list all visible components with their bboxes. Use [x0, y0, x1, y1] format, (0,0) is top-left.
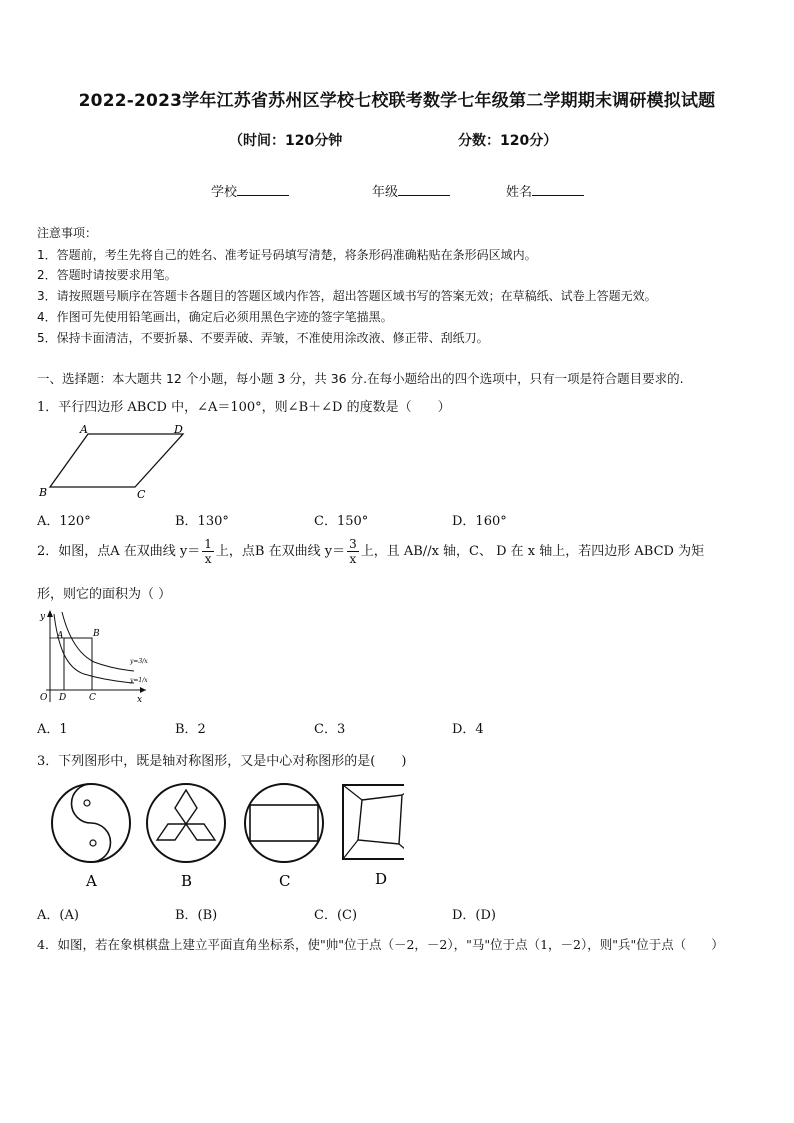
school-blank: [237, 184, 289, 196]
school-label: 学校: [211, 185, 238, 200]
frac1-denominator: x: [204, 552, 212, 566]
exam-title: 2022-2023学年江苏省苏州区学校七校联考数学七年级第二学期期末调研模拟试题: [78, 91, 716, 111]
fraction-3-over-x: [347, 537, 359, 566]
section-heading: 一、选择题：本大题共 12 个小题，每小题 3 分，共 36 分.在每小题给出的四个选项中，只有一项是符合题目要求的.: [37, 371, 684, 386]
three-rhombus-figure: [147, 784, 225, 862]
notice-item: 5．保持卡面清洁，不要折暴、不要弄破、弄皱，不准使用涂改液、修正带、刮纸刀。: [37, 331, 489, 345]
q3-option-b[interactable]: B．(B): [175, 908, 218, 923]
question-2-line-2: 形，则它的面积为（ ）: [37, 587, 172, 602]
exam-score: 分数：120分）: [458, 133, 558, 149]
frac1-numerator: 1: [204, 537, 212, 551]
q1-option-c[interactable]: C．150°: [314, 514, 369, 529]
q2-option-c[interactable]: C．3: [314, 722, 346, 737]
q1-option-a[interactable]: A．120°: [37, 514, 91, 529]
notice-item: 1．答题前，考生先将自己的姓名、准考证号码填写清楚，将条形码准确粘贴在条形码区域内。: [37, 248, 537, 262]
question-1: 1．平行四边形 ABCD 中，∠A＝100°，则∠B＋∠D 的度数是（ ）: [37, 400, 451, 415]
label-a: A: [57, 631, 64, 641]
y-axis-arrow: [47, 610, 53, 617]
rectangle-abcd: [64, 638, 92, 690]
figure-label-c: C: [279, 872, 291, 890]
q2-text-a: 2．如图，点A 在双曲线 y＝: [37, 544, 201, 559]
figure-label-a: A: [86, 872, 97, 890]
notice-heading: 注意事项：: [37, 226, 98, 240]
question-4: 4．如图，若在象棋棋盘上建立平面直角坐标系，使"帅"位于点（－2，－2），"马"位于点（1，－2），则"兵"位于点（ ）: [37, 937, 724, 952]
vertex-label-b: B: [39, 486, 48, 499]
notice-item: 4．作图可先使用铅笔画出，确定后必须用黑色字迹的签字笔描黑。: [37, 310, 393, 324]
question-2-line-1: [37, 537, 704, 566]
vertex-label-a: A: [80, 423, 88, 436]
x-axis-arrow: [140, 687, 146, 693]
name-blank: [532, 184, 584, 196]
q3-option-a[interactable]: A．(A): [37, 908, 79, 923]
q3-option-c[interactable]: C．(C): [314, 908, 358, 923]
q2-text-c: 上，且 AB//x 轴，C、 D 在 x 轴上，若四边形 ABCD 为矩: [360, 544, 705, 559]
label-origin: O: [40, 693, 48, 703]
vertex-label-c: C: [137, 488, 146, 501]
school-field: [211, 181, 289, 200]
label-curve-1: y=1/x: [130, 677, 148, 684]
label-c: C: [89, 693, 96, 703]
label-y: y: [40, 612, 46, 622]
label-b: B: [93, 629, 100, 639]
label-d: D: [59, 693, 67, 703]
q2-option-b[interactable]: B．2: [175, 722, 206, 737]
grade-field: [372, 181, 450, 200]
name-label: 姓名: [506, 185, 533, 200]
label-x: x: [137, 695, 143, 705]
notice-item: 2．答题时请按要求用笔。: [37, 268, 177, 282]
parallelogram-figure: [36, 420, 196, 502]
frac2-denominator: x: [349, 552, 357, 566]
pinwheel-square-figure: [343, 785, 404, 859]
figure-label-d: D: [375, 870, 388, 888]
symmetry-figures: [44, 778, 404, 894]
q1-option-d[interactable]: D．160°: [452, 514, 507, 529]
name-field: [506, 181, 584, 200]
q2-text-b: 上，点B 在双曲线 y＝: [215, 544, 346, 559]
fraction-1-over-x: [202, 537, 214, 566]
exam-time: （时间：120分钟: [229, 133, 343, 149]
grade-blank: [398, 184, 450, 196]
grade-label: 年级: [372, 185, 399, 200]
frac2-numerator: 3: [349, 537, 357, 551]
q2-option-d[interactable]: D．4: [452, 722, 484, 737]
curve-three-over-x: [62, 612, 134, 671]
figure-label-b: B: [181, 872, 193, 890]
vertex-label-d: D: [174, 423, 183, 436]
question-3: 3．下列图形中，既是轴对称图形，又是中心对称图形的是( ): [37, 754, 407, 769]
label-curve-3: y=3/x: [130, 658, 148, 665]
q2-option-a[interactable]: A．1: [37, 722, 68, 737]
q3-option-d[interactable]: D．(D): [452, 908, 496, 923]
hyperbola-graph: [34, 606, 156, 706]
yin-yang-figure: [52, 784, 130, 862]
q1-option-b[interactable]: B．130°: [175, 514, 229, 529]
notice-item: 3．请按照题号顺序在答题卡各题目的答题区域内作答，超出答题区域书写的答案无效；在草稿纸、试卷上答题无效。: [37, 289, 657, 303]
rectangle-in-circle-figure: [245, 784, 323, 862]
parallelogram-shape: [50, 434, 183, 487]
